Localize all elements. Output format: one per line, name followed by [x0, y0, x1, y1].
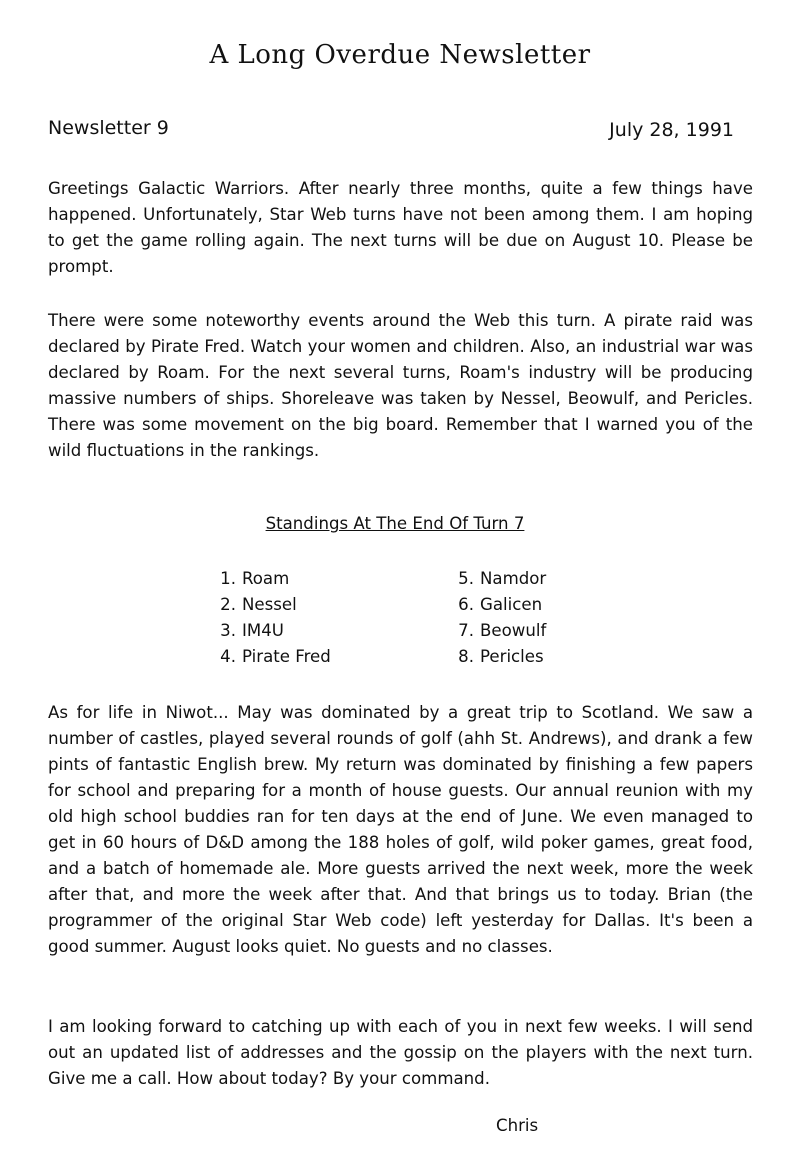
standings-player: IM4U — [242, 621, 284, 640]
standings-rank: 6. — [458, 595, 474, 614]
standings-rank: 8. — [458, 647, 474, 666]
paragraph-greetings: Greetings Galactic Warriors. After nearly three months, quite a few things have happened. Unfortunately, Star Web turns have not been among them. I am hoping to get the game rolling again. The next turns will be due on August 10. Please be prompt. — [48, 179, 753, 276]
paragraph-life-in-niwot: As for life in Niwot... May was dominated by a great trip to Scotland. We saw a number of castles, played several rounds of golf (ahh St. Andrews), and drank a few pints of fantastic English brew. My return was dominated by finishing a few papers for school and preparing for a month of house guests. Our annual reunion with my old high school buddies ran for ten days at the end of June. We even managed to get in 60 hours of D&D among the 188 holes of golf, wild poker games, great food, and a batch of homemade ale. More guests arrived the next week, more the week after that, and more the week after that. And that brings us to today. Brian (the programmer of the original Star Web code) left yesterday for Dallas. It's been a good summer. August looks quiet. No guests and no classes. — [48, 703, 753, 956]
standings-item — [206, 618, 406, 644]
standings-rank: 4. — [220, 647, 236, 666]
standings-item — [444, 618, 644, 644]
standings-item — [206, 566, 406, 592]
standings-rank: 7. — [458, 621, 474, 640]
standings-item — [444, 644, 644, 670]
standings-rank: 1. — [220, 569, 236, 588]
signature: Chris — [496, 1116, 539, 1135]
standings-rank: 2. — [220, 595, 236, 614]
standings-item — [206, 644, 406, 670]
standings-item — [444, 592, 644, 618]
standings-player: Roam — [242, 569, 290, 588]
standings-title: Standings At The End Of Turn 7 — [265, 514, 525, 533]
paragraph-closing: I am looking forward to catching up with each of you in next few weeks. I will send out an updated list of addresses and the gossip on the players with the next turn. Give me a call. How about today? By your command. — [48, 1017, 753, 1088]
standings-player: Namdor — [480, 569, 547, 588]
standings-item — [444, 566, 644, 592]
standings-player: Beowulf — [480, 621, 547, 640]
standings-rank: 3. — [220, 621, 236, 640]
standings-rank: 5. — [458, 569, 474, 588]
standings-player: Galicen — [480, 595, 543, 614]
standings-player: Nessel — [242, 595, 297, 614]
standings-player: Pericles — [480, 647, 544, 666]
standings-item — [206, 592, 406, 618]
issue-date: July 28, 1991 — [609, 119, 734, 141]
issue-number: Newsletter 9 — [48, 117, 169, 139]
standings-player: Pirate Fred — [242, 647, 331, 666]
newsletter-title: A Long Overdue Newsletter — [209, 40, 591, 70]
paragraph-events: There were some noteworthy events around the Web this turn. A pirate raid was declared by Pirate Fred. Watch your women and children. Also, an industrial war was declared by Roam. For the next several turns, Roam's industry will be producing massive numbers of ships. Shoreleave was taken by Nessel, Beowulf, and Pericles. There was some movement on the big board. Remember that I warned you of the wild fluctuations in the rankings. — [48, 311, 753, 460]
